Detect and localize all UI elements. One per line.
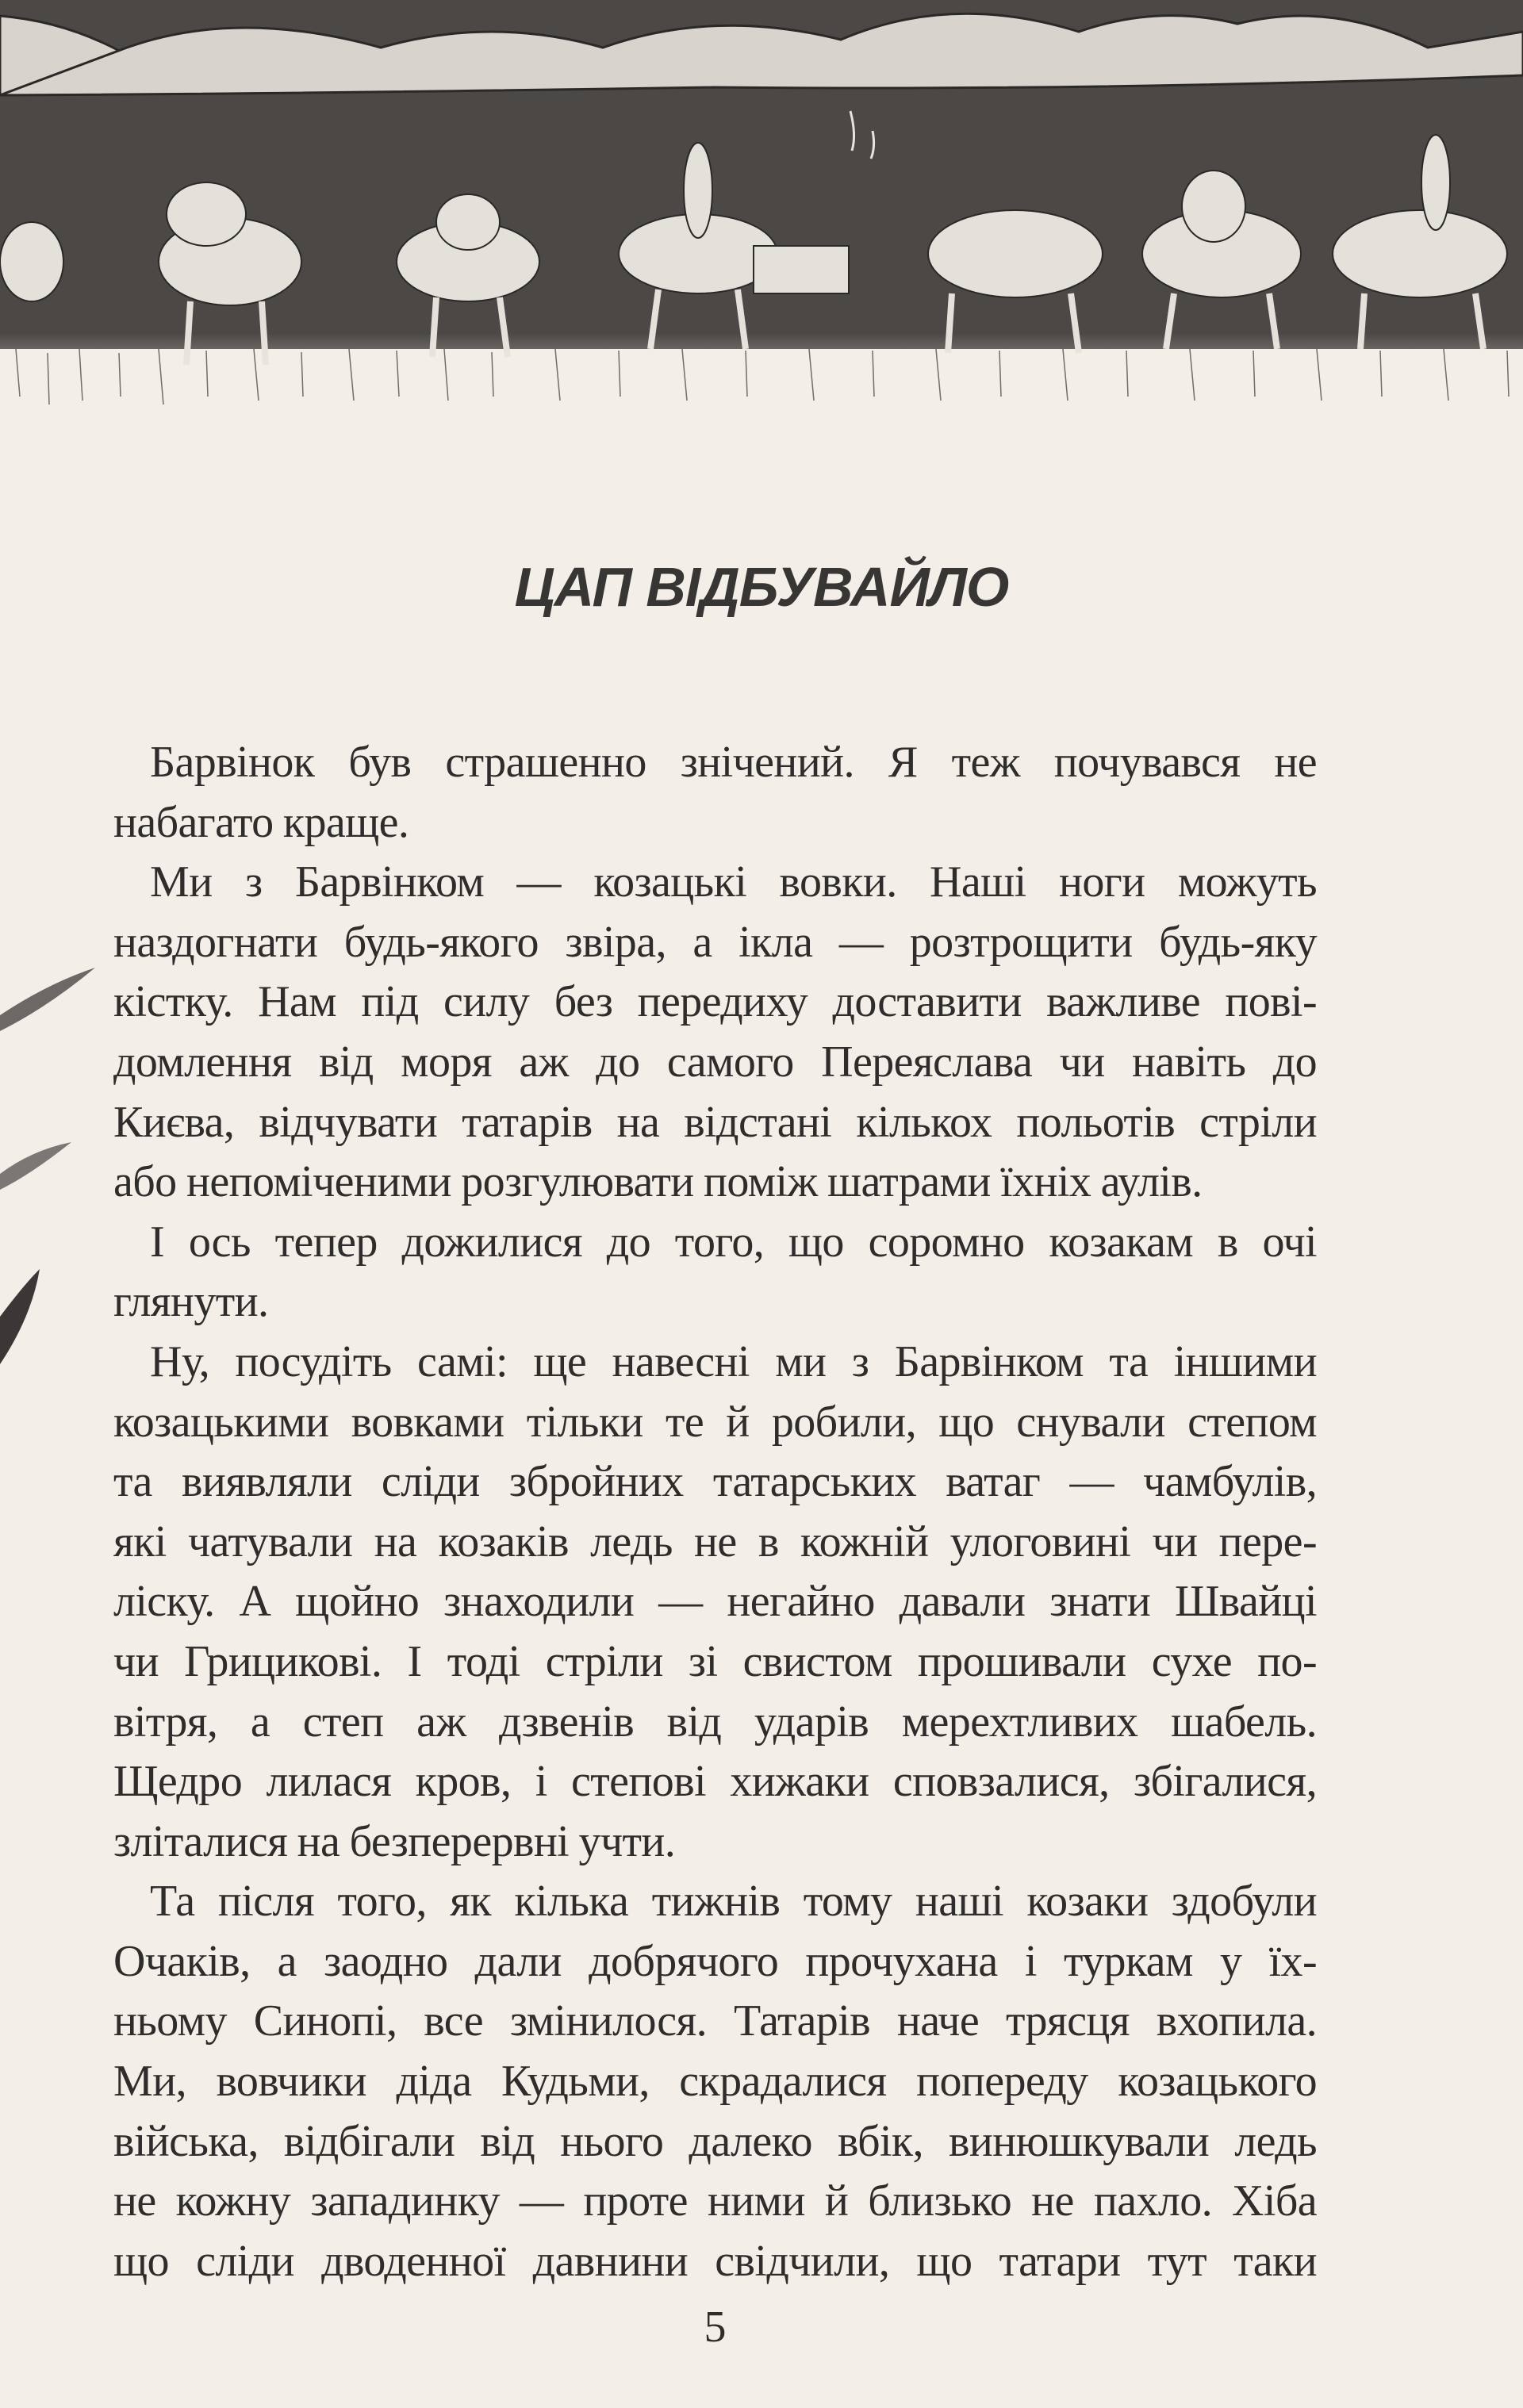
text-line: Очаків, а заодно дали добрячого прочухана і туркам у їх-: [113, 1936, 1317, 1986]
chapter-body: [113, 733, 1317, 2291]
text-line: Ми, вовчики діда Кудьми, скрадалися попереду козацького: [113, 2057, 1317, 2107]
text-line: Ми з Барвінком — козацькі вовки. Наші ноги можуть: [150, 857, 1317, 907]
text-line: ліску. А щойно знаходили — негайно давали знати Швайці: [113, 1577, 1317, 1627]
page-number: 5: [704, 2303, 727, 2352]
text-line: І ось тепер дожилися до того, що соромно козакам в очі: [150, 1217, 1317, 1267]
paragraph: [113, 1332, 1317, 1872]
paragraph: [113, 1213, 1317, 1332]
text-line: глянути.: [113, 1277, 269, 1327]
header-illustration-caravan: [0, 0, 1523, 428]
margin-plant-illustration: [0, 968, 111, 1412]
text-line: набагато краще.: [113, 797, 409, 847]
text-line: Барвінок був страшенно знічений. Я теж почувався не: [150, 738, 1317, 787]
text-line: козацькими вовками тільки те й робили, що снували степом: [113, 1397, 1317, 1447]
page-content: [113, 733, 1317, 2355]
text-line: що сліди дводенної давнини свідчили, що татари тут таки: [113, 2236, 1317, 2286]
paragraph: [113, 733, 1317, 853]
text-line: домлення від моря аж до самого Переяслава чи навіть до: [113, 1037, 1317, 1087]
text-line: та виявляли сліди збройних татарських ватаг — чамбулів,: [113, 1457, 1317, 1507]
text-line: вітря, а степ аж дзвенів від ударів мерехтливих шабель.: [113, 1697, 1317, 1747]
text-line: чи Грицикові. І тоді стріли зі свистом прошивали сухе по-: [113, 1636, 1317, 1686]
text-line: Та після того, як кілька тижнів тому наші козаки здобули: [150, 1877, 1317, 1927]
paragraph: [113, 1872, 1317, 2291]
chapter-title: ЦАП ВІДБУВАЙЛО: [514, 556, 1009, 618]
text-line: наздогнати будь-якого звіра, а ікла — розтрощити будь-яку: [113, 917, 1317, 967]
text-line: Києва, відчувати татарів на відстані кількох польотів стріли: [113, 1097, 1317, 1147]
text-line: кістку. Нам під силу без передиху доставити важливе пові-: [113, 977, 1317, 1027]
text-line: ньому Синопі, все змінилося. Татарів наче трясця вхопила.: [113, 1996, 1317, 2046]
text-line: війська, відбігали від нього далеко вбік, винюшкували ледь: [113, 2116, 1317, 2166]
paragraph: [113, 853, 1317, 1213]
text-line: Ну, посудіть самі: ще навесні ми з Барвінком та іншими: [150, 1336, 1317, 1386]
text-line: Щедро лилася кров, і степові хижаки сповзалися, збігалися,: [113, 1757, 1317, 1807]
text-line: зліталися на безперервні учти.: [113, 1816, 676, 1866]
text-line: або непоміченими розгулювати поміж шатрами їхніх аулів.: [113, 1157, 1203, 1207]
text-line: які чатували на козаків ледь не в кожній улоговині чи пере-: [113, 1517, 1317, 1566]
text-line: не кожну западинку — проте ними й близько не пахло. Хіба: [113, 2176, 1317, 2226]
